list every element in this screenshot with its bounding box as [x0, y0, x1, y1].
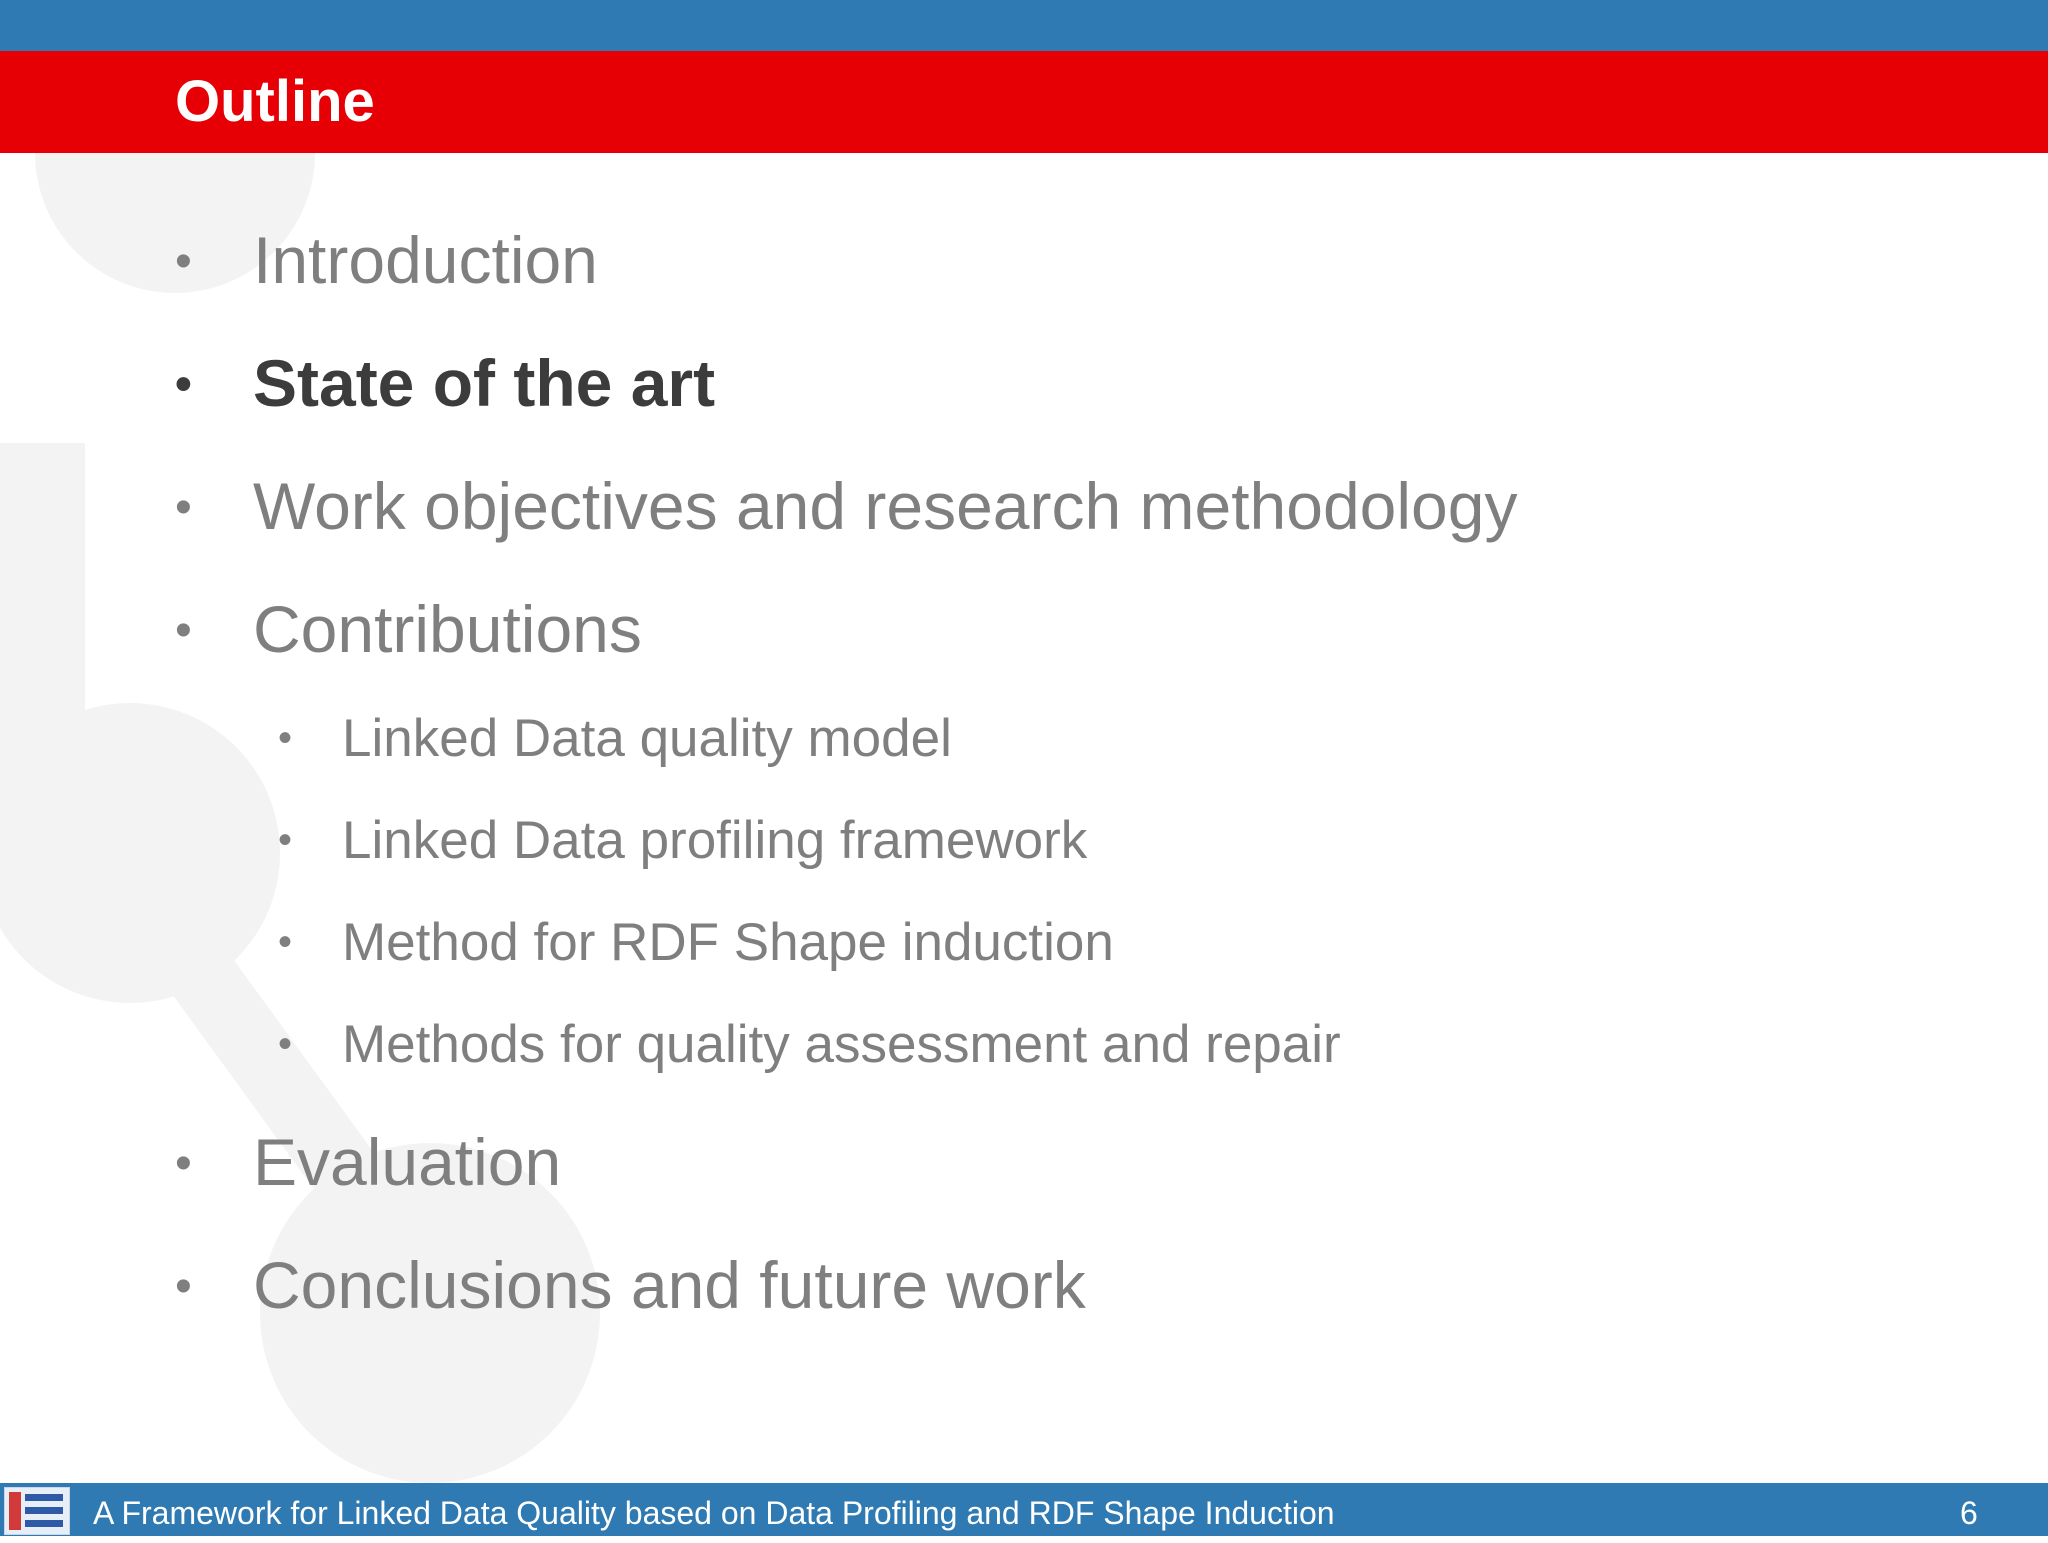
- bullet-icon: •: [278, 818, 293, 862]
- footer-presentation-title: A Framework for Linked Data Quality based on Data Profiling and RDF Shape Induction: [93, 1495, 1335, 1531]
- outline-item-label: Introduction: [253, 223, 598, 297]
- outline-item-label: Conclusions and future work: [253, 1248, 1086, 1322]
- bullet-icon: •: [175, 358, 192, 411]
- bullet-icon: •: [175, 1260, 192, 1313]
- bullet-icon: •: [278, 920, 293, 964]
- bullet-icon: •: [175, 604, 192, 657]
- outline-item-label: Method for RDF Shape induction: [342, 913, 1114, 972]
- outline-item-label: Work objectives and research methodology: [253, 469, 1518, 543]
- outline-item-label: Evaluation: [253, 1125, 562, 1199]
- outline-item-label: Linked Data profiling framework: [342, 811, 1088, 870]
- outline-item-label: Methods for quality assessment and repair: [342, 1015, 1341, 1074]
- bullet-icon: •: [175, 235, 192, 288]
- bullet-icon: •: [278, 716, 293, 760]
- bullet-icon: •: [175, 1137, 192, 1190]
- outline-item-label: State of the art: [253, 346, 716, 420]
- outline-item-label: Contributions: [253, 592, 642, 666]
- bullet-icon: •: [175, 481, 192, 534]
- bullet-icon: •: [278, 1022, 293, 1066]
- page-number: 6: [1960, 1495, 1978, 1531]
- group-logo: [4, 1487, 70, 1535]
- outline-item-label: Linked Data quality model: [342, 709, 952, 768]
- footer-bar: [0, 1483, 2048, 1536]
- slide-title: Outline: [175, 69, 375, 134]
